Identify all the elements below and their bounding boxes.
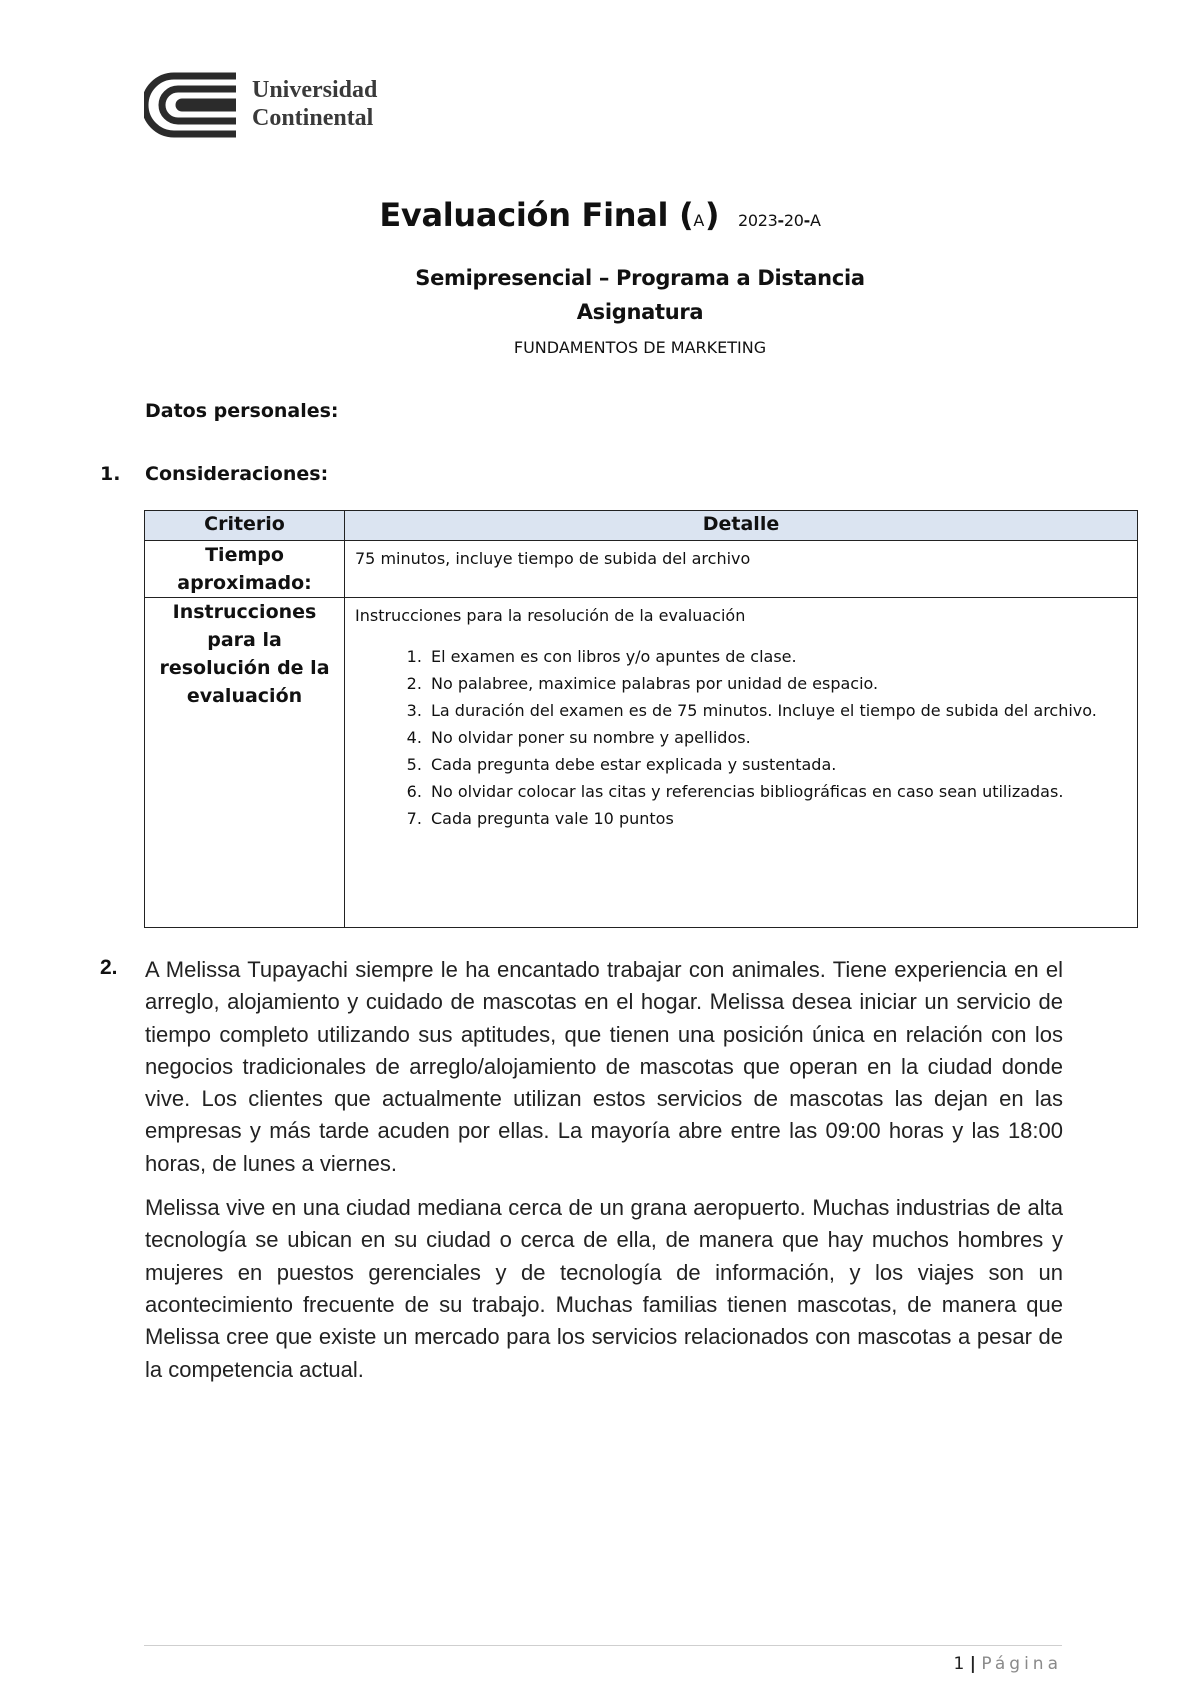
logo-line-1: Universidad [252, 77, 378, 103]
instructions-cell [345, 598, 1138, 928]
criteria-table [144, 510, 1138, 928]
page-separator: | [969, 1654, 976, 1674]
list-item: 7. Cada pregunta vale 10 puntos [427, 805, 1127, 832]
title-period: 2023-20-A [738, 211, 821, 230]
list-item: 6. No olvidar colocar las citas y referencias bibliográficas en caso sean utilizadas. [427, 778, 1127, 805]
list-item: 2. No palabree, maximice palabras por unidad de espacio. [427, 670, 1127, 697]
list-item: 3. La duración del examen es de 75 minutos. Incluye el tiempo de subida del archivo. [427, 697, 1127, 724]
question-2-text [145, 954, 1063, 1386]
subject-label: Asignatura [576, 300, 704, 324]
subject-name: FUNDAMENTOS DE MARKETING [513, 338, 767, 357]
question-2-paragraph-1: A Melissa Tupayachi siempre le ha encantado trabajar con animales. Tiene experiencia en el arreglo, alojamiento y cuidado de mascotas en el hogar. Melissa desea iniciar un servicio de tiempo completo utilizando sus aptitudes, que tienen una posición única en relación con los negocios tradicionales de arreglo/alojamiento de mascotas que operan en la ciudad donde vive. Los clientes que actualmente utilizan estos servicios de mascotas las dejan en las empresas y más tarde acuden por ellas. La mayoría abre entre las 09:00 horas y las 18:00 horas, de lunes a viernes. [145, 957, 1063, 1176]
time-value: 75 minutos, incluye tiempo de subida del archivo [345, 541, 1138, 598]
list-item: 5. Cada pregunta debe estar explicada y sustentada. [427, 751, 1127, 778]
considerations-number: 1. [100, 463, 121, 485]
list-item: 1. El examen es con libros y/o apuntes de clase. [427, 643, 1127, 670]
page-title: Evaluación Final (A) 2023-20-A [379, 196, 821, 234]
list-item: 4. No olvidar poner su nombre y apellidos. [427, 724, 1127, 751]
period-num: 20 [783, 211, 804, 230]
col-criteria-header: Criterio [145, 511, 345, 541]
personal-data-heading: Datos personales: [145, 400, 339, 422]
instructions-intro: Instrucciones para la resolución de la evaluación [355, 606, 746, 625]
table-row [145, 541, 1138, 598]
logo-line-2: Continental [252, 105, 374, 131]
footer-divider [144, 1645, 1062, 1646]
col-detail-header: Detalle [345, 511, 1138, 541]
period-year: 2023 [738, 211, 778, 230]
modality: Semipresencial – Programa a Distancia [415, 266, 865, 290]
instructions-label: Instrucciones para la resolución de la evaluación [145, 598, 345, 928]
page-footer [954, 1654, 1062, 1674]
logo-mark-icon [144, 72, 240, 138]
page-number: 1 [953, 1654, 965, 1674]
university-logo [144, 72, 394, 138]
page-word: Página [981, 1654, 1062, 1674]
title-text: Evaluación Final [379, 196, 669, 234]
table-row [145, 598, 1138, 928]
title-variant: A [693, 211, 705, 230]
rules-list [355, 643, 1127, 832]
question-2-number: 2. [100, 956, 118, 979]
period-suffix: A [810, 211, 821, 230]
question-2-paragraph-2: Melissa vive en una ciudad mediana cerca de un grana aeropuerto. Muchas industrias de alta tecnología se ubican en su ciudad o cerca de ella, de manera que hay muchos hombres y mujeres en puestos gerenciales y de tecnología de información, y los viajes son un acontecimiento frecuente de su trabajo. Muchas familias tienen mascotas, de manera que Melissa cree que existe un mercado para los servicios relacionados con mascotas a pesar de la competencia actual. [145, 1195, 1063, 1382]
time-label: Tiempo aproximado: [145, 541, 345, 598]
logo-text [252, 76, 377, 132]
considerations-heading: Consideraciones: [145, 463, 329, 485]
table-header-row [145, 511, 1138, 541]
